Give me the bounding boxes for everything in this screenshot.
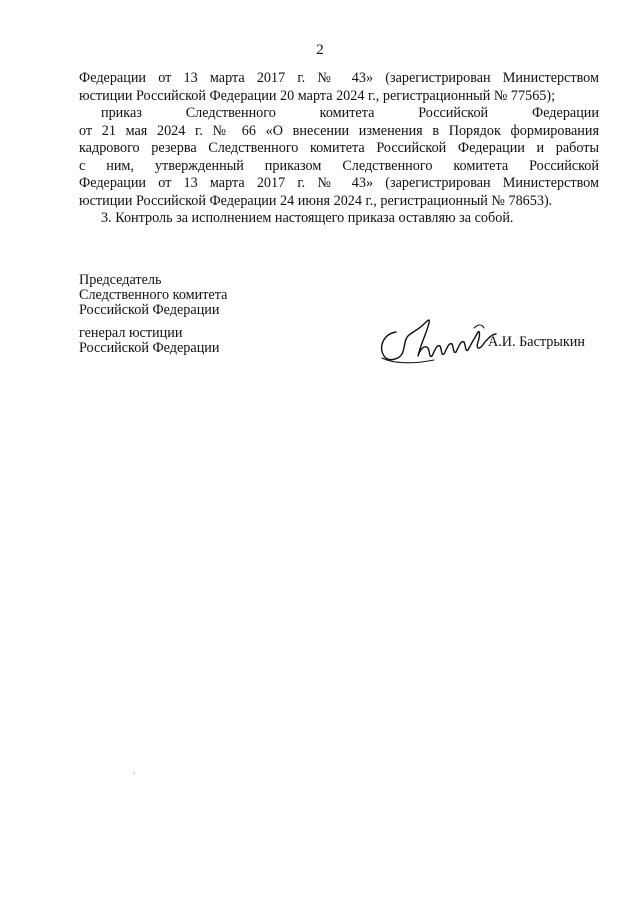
text-line: 3. Контроль за исполнением настоящего приказа оставляю за собой.	[101, 210, 514, 226]
signer-position-line: Следственного комитета	[79, 287, 228, 303]
text-line: юстиции Российской Федерации 24 июня 2024 г., регистрационный № 78653).	[79, 192, 553, 209]
text-line: приказ Следственного комитета Российской Федерации	[101, 105, 599, 121]
signer-position-line: Председатель	[79, 272, 162, 288]
scan-speck	[133, 772, 135, 774]
text-line: кадрового резерва Следственного комитета Российской Федерации и работы	[79, 140, 599, 156]
paragraph-control-clause	[79, 210, 599, 228]
paragraph-continuation	[79, 70, 599, 105]
signer-position	[79, 273, 227, 318]
page-number: 2	[316, 42, 324, 58]
text-line: от 21 мая 2024 г. № 66 «О внесении изменения в Порядок формирования	[79, 122, 599, 139]
signer-rank	[79, 326, 219, 356]
handwritten-signature-icon	[374, 310, 504, 368]
signer-name: А.И. Бастрыкин	[488, 334, 585, 350]
text-line: Федерации от 13 марта 2017 г. № 43» (зарегистрирован Министерством	[79, 70, 599, 86]
text-line: юстиции Российской Федерации 20 марта 2024 г., регистрационный № 77565);	[79, 87, 556, 104]
text-line: с ним, утвержденный приказом Следственного комитета Российской	[79, 157, 599, 174]
document-body	[79, 70, 599, 228]
signer-rank-line: Российской Федерации	[79, 340, 220, 356]
signer-position-line: Российской Федерации	[79, 302, 220, 318]
paragraph-order-reference	[79, 105, 599, 210]
signer-rank-line: генерал юстиции	[79, 325, 183, 341]
text-line: Федерации от 13 марта 2017 г. № 43» (зарегистрирован Министерством	[79, 175, 599, 191]
